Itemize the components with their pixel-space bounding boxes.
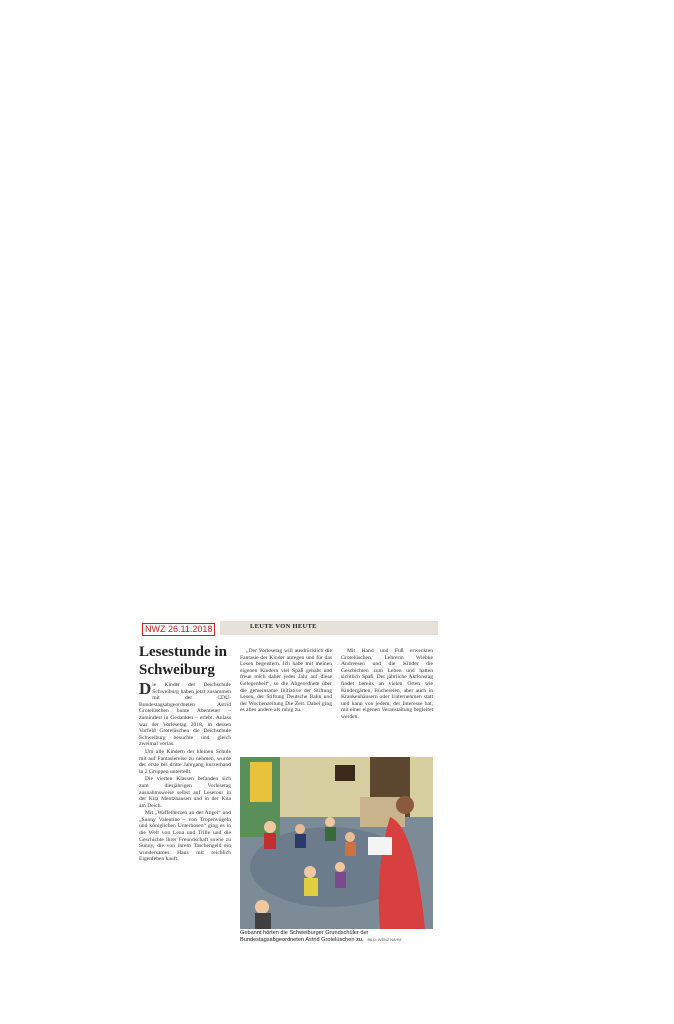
article-column-1 (139, 679, 231, 864)
article-column-2 (240, 648, 332, 715)
headline: Lesestunde in Schweiburg (139, 644, 227, 678)
article-column-3 (341, 648, 433, 722)
article-photo (240, 757, 433, 929)
paragraph: Um alle Kindern der kleinen Schule mit auf Fantasiereise zu nehmen, wurde der erste bis dritte Jahrgang kurzerhand in 2 Gruppen unterteilt. (139, 748, 231, 775)
paragraph: ie Kinder der Deichschule Schweiburg haben jetzt zusammen mit der CDU-Bundestagsabgeordneten Astrid Grotelüschen bunte Abenteuer – zumindest in Gedanken – erlebt. Anlass war der Vorlesetag 2018, in dessen Vorfeld Grotelüschen die Deichschule Schweiburg besuchte und gleich zweimal vorlas. (139, 682, 231, 748)
paragraph: „Der Vorlesetag will ausdrücklich die Fantasie der Kinder anregen und für das Lesen begeistern. Ich habe mit meinen eigenen Kindern viel Spaß gehabt und freue mich daher jedes Jahr auf diese Gelegenheit“, so die Abgeordnete über die gemeinsame Initiative der Stiftung Lesen, der Stiftung Deutsche Bahn und der Wochenzeitung Die Zeit. Dabei ging es alles andere als ruhig zu. (240, 648, 332, 714)
photo-credit: BILD: WENZ NAHM (367, 938, 402, 942)
caption-text: Gebannt hörten die Schweiburger Grundschüler der Bundestagsabgeordneten Astrid Grotelüschen zu. (240, 930, 369, 943)
paragraph: Die vierten Klassen befanden sich zum diesjährigen Vorlesetag ausnahmsweise selbst auf Lesetour in der Kita Mentzhausen und in der Kita am Deich. (139, 776, 231, 809)
paragraph: Mit „Waffelherzen an der Angel“ und „Sunny Valentine – von Tropenvögeln und königlichen Unterhosen“ ging es in die Welt von Lena und Trille und die Geschichte ihrer Freundschaft sowie zu Sunny, die von ihrem Taschengeld ein wundersames Haus mit reichlich Eigenleben kauft. (139, 810, 231, 863)
paragraph: Mit Hand und Fuß erweckten Grotelüschen, Lehrerin Wiebke Andreesen und die Kinder die Geschichten zum Leben und hatten sichtlich Spaß. Der jährliche Aktionstag findet bereits an vielen Orten wie Kindergärten, Büchereien, aber auch in Krankenhäusern oder Unternehmen statt und kann von jedem, der Interesse hat, mit einer eigenen Veranstaltung begleitet werden. (341, 648, 433, 720)
dropcap: D (139, 679, 152, 698)
photo-caption (240, 930, 433, 944)
section-title: LEUTE VON HEUTE (250, 623, 317, 630)
date-stamp: NWZ 26.11.2018 (142, 623, 215, 636)
